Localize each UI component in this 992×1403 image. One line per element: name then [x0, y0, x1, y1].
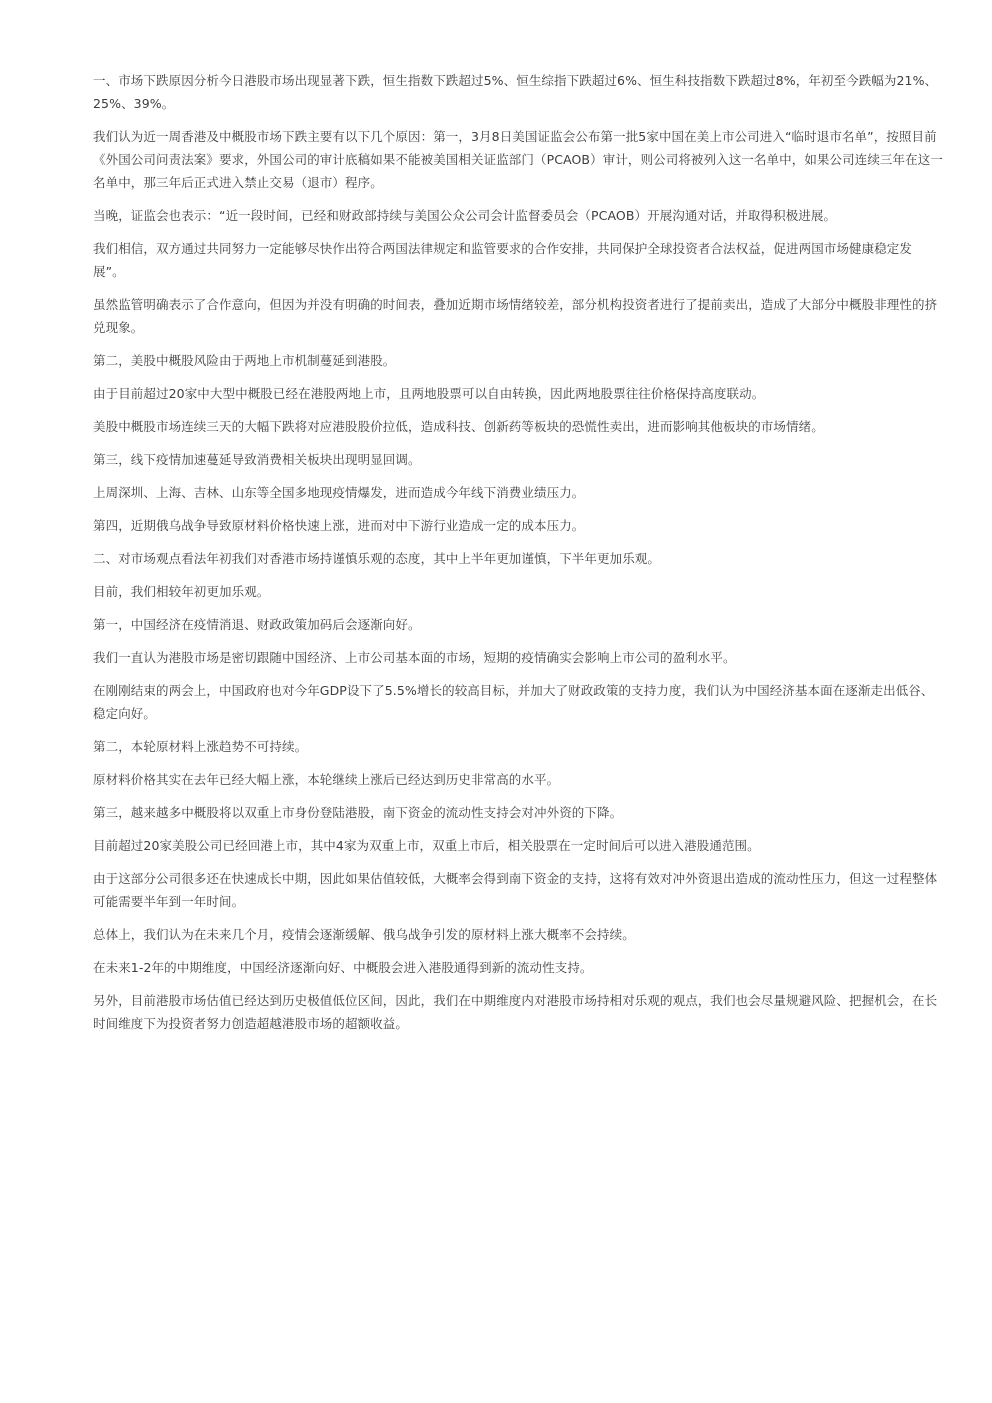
paragraph: 在刚刚结束的两会上，中国政府也对今年GDP设下了5.5%增长的较高目标，并加大了财政政策的支持力度，我们认为中国经济基本面在逐渐走出低谷、稳定向好。 [93, 683, 934, 721]
paragraph: 上周深圳、上海、吉林、山东等全国多地现疫情爆发，进而造成今年线下消费业绩压力。 [93, 485, 585, 500]
paragraph: 目前，我们相较年初更加乐观。 [93, 584, 270, 599]
paragraph: 二、对市场观点看法年初我们对香港市场持谨慎乐观的态度，其中上半年更加谨慎，下半年更加乐观。 [93, 551, 661, 566]
paragraph: 目前超过20家美股公司已经回港上市，其中4家为双重上市，双重上市后，相关股票在一定时间后可以进入港股通范围。 [93, 838, 760, 853]
paragraph: 由于这部分公司很多还在快速成长中期，因此如果估值较低，大概率会得到南下资金的支持，这将有效对冲外资退出造成的流动性压力，但这一过程整体可能需要半年到一年时间。 [93, 871, 938, 909]
paragraph: 美股中概股市场连续三天的大幅下跌将对应港股股价拉低，造成科技、创新药等板块的恐慌性卖出，进而影响其他板块的市场情绪。 [93, 419, 824, 434]
paragraph: 第一，中国经济在疫情消退、财政政策加码后会逐渐向好。 [93, 617, 421, 632]
paragraph: 另外，目前港股市场估值已经达到历史极值低位区间，因此，我们在中期维度内对港股市场持相对乐观的观点，我们也会尽量规避风险、把握机会，在长时间维度下为投资者努力创造超越港股市场的超额收益。 [93, 993, 938, 1031]
paragraph: 第三，越来越多中概股将以双重上市身份登陆港股，南下资金的流动性支持会对冲外资的下降。 [93, 805, 623, 820]
paragraph: 总体上，我们认为在未来几个月，疫情会逐渐缓解、俄乌战争引发的原材料上涨大概率不会持续。 [93, 927, 635, 942]
paragraph: 在未来1-2年的中期维度，中国经济逐渐向好、中概股会进入港股通得到新的流动性支持。 [93, 960, 593, 975]
paragraph: 第四，近期俄乌战争导致原材料价格快速上涨，进而对中下游行业造成一定的成本压力。 [93, 518, 585, 533]
paragraph: 由于目前超过20家中大型中概股已经在港股两地上市，且两地股票可以自由转换，因此两地股票往往价格保持高度联动。 [93, 386, 765, 401]
paragraph: 第三，线下疫情加速蔓延导致消费相关板块出现明显回调。 [93, 452, 421, 467]
paragraph: 一、市场下跌原因分析今日港股市场出现显著下跌，恒生指数下跌超过5%、恒生综指下跌超过6%、恒生科技指数下跌超过8%，年初至今跌幅为21%、25%、39%。 [93, 73, 938, 111]
paragraph: 我们认为近一周香港及中概股市场下跌主要有以下几个原因：第一，3月8日美国证监会公布第一批5家中国在美上市公司进入“临时退市名单”，按照目前《外国公司问责法案》要求，外国公司的审计底稿如果不能被美国相关证监部门（PCAOB）审计，则公司将被列入这一名单中，如果公司连续三年在这一名单中，那三年后正式进入禁止交易（退市）程序。 [93, 129, 943, 190]
paragraph: 我们相信，双方通过共同努力一定能够尽快作出符合两国法律规定和监管要求的合作安排，共同保护全球投资者合法权益，促进两国市场健康稳定发展”。 [93, 241, 913, 279]
paragraph: 我们一直认为港股市场是密切跟随中国经济、上市公司基本面的市场，短期的疫情确实会影响上市公司的盈利水平。 [93, 650, 736, 665]
paragraph: 虽然监管明确表示了合作意向，但因为并没有明确的时间表，叠加近期市场情绪较差，部分机构投资者进行了提前卖出，造成了大部分中概股非理性的挤兑现象。 [93, 297, 938, 335]
article-body [93, 69, 943, 1045]
paragraph: 第二，本轮原材料上涨趋势不可持续。 [93, 739, 308, 754]
paragraph: 当晚，证监会也表示：“近一段时间，已经和财政部持续与美国公众公司会计监督委员会（PCAOB）开展沟通对话，并取得积极进展。 [93, 208, 837, 223]
paragraph: 第二，美股中概股风险由于两地上市机制蔓延到港股。 [93, 353, 396, 368]
paragraph: 原材料价格其实在去年已经大幅上涨，本轮继续上涨后已经达到历史非常高的水平。 [93, 772, 560, 787]
